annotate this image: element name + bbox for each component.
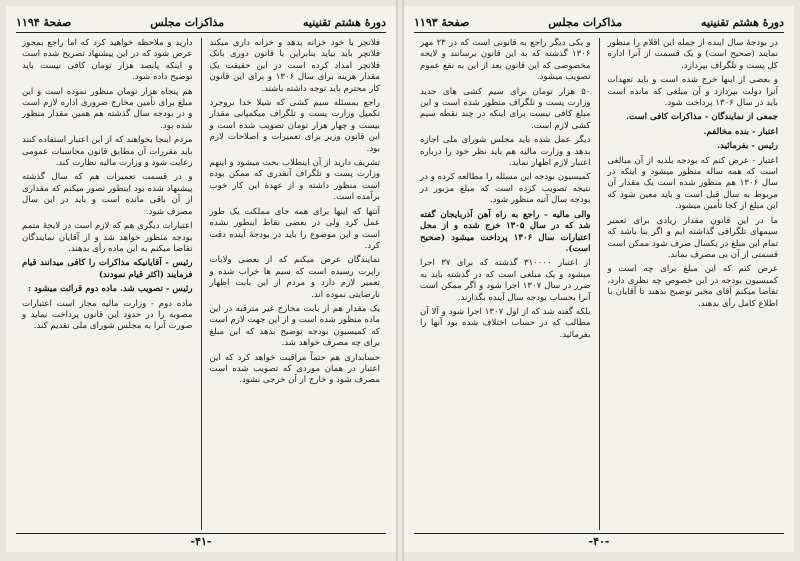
right-header-title: مذاکرات مجلس xyxy=(548,15,623,29)
right-header-volume: دورهٔ هشتم تقنینیه xyxy=(701,15,784,29)
right-page-col-left-paragraph: والی مالیه - راجع به راه آهن آذربایجان گفته شد که در سال ۱۳۰۵ خرج شده و از محل اعتبارات سال ۱۳۰۶ پرداخت میشود (صحیح است). xyxy=(420,209,591,254)
left-page-footer xyxy=(16,533,386,548)
left-page-col-right-paragraph: فلاتچر یا خود خزانه بدهد و خزانه داری میکند فلاتچر باید بیاید بنابراین با قانون دوری بانک فلاتچر امداد کرده است در این حقیقت یک مقدار هزینه برای سال ۱۳۰۶ و برای این قانون کار محترم باید توجه داشته باشند. xyxy=(209,38,380,94)
right-page-column-left xyxy=(414,38,597,530)
left-header-volume: دورهٔ هشتم تقنینیه xyxy=(303,15,386,29)
left-page-col-right-paragraph: راجع بمسئله سیم کشی که شیلا خدا بروجرد تکمیل وزارت پست و تلگراف میکمپانی مقدار بیست و چهار هزار تومان تصویب شده است و این قانون وزیر برای تعمیرات و اصلاحات لازم بود. xyxy=(209,98,380,154)
column-divider xyxy=(201,38,202,530)
right-page-col-left-paragraph: از اعتبار ۳۱۰۰۰۰ گذشته که برای ۳۷ اجرا میشود و یک مبلغی است که در گذشته باید به ضرر در سال ۱۳۰۷ اجرا شود و اگر ممکن است آنرا بحساب بودجه سال آینده بگذارند. xyxy=(420,258,591,303)
right-page-header xyxy=(414,12,784,33)
left-page xyxy=(6,6,396,552)
right-page-col-right-paragraph: ما در این قانون مقدار زیادی برای تعمیر سیمهای تلگرافی گذاشته ایم و اگر بنا باشد که تمام این مبلغ در یکسال صرف شود ممکن است قسمتی از آن بی مصرف بماند. xyxy=(607,215,778,260)
right-page-col-left-paragraph: و یکی دیگر راجع به قانونی است که در ۲۳ مهر ۱۳۰۶ گذشته که به این قانون برسانند و لایحه مخصوصی که این قانون بعد از این به نفع عموم تصویب میشود. xyxy=(420,38,591,83)
right-page-col-left-paragraph: کمیسیون بودجه این مسئله را مطالعه کرده و در نتیجه تصویب کرده است که مبلغ مزبور در بودجه سال آتیه منظور شود. xyxy=(420,172,591,206)
left-page-col-left-paragraph: ماده دوم - وزارت مالیه مجاز است اعتبارات مصوبه را در حدود این قانون پرداخت نماید و صورت آنرا به مجلس شورای ملی تقدیم کند. xyxy=(22,298,193,332)
right-page-col-right-paragraph: اعتبار - عرض کنم که بودجه بلدیه از آن مبالغی است که همه ساله منظور میشود و اینکه در سال ۱۳۰۶ هم منظور شده است یک مقدار آن مربوط به سال قبل است و باید معین شود که این مبلغ از کجا تأمین میشود. xyxy=(607,155,778,212)
right-page-col-right-paragraph: رئیس - بفرمائید. xyxy=(717,141,778,152)
right-page-col-right-paragraph: عرض کنم که این مبلغ برای چه است و کمیسیون بودجه در این خصوص چه نظری دارد، تقاضا میکنم آقای مخبر توضیح بدهند تا آقایان با اطلاع کامل رأی بدهند. xyxy=(607,264,778,309)
right-page-col-left-paragraph: بلکه گفته شد که از اول ۱۳۰۷ اجرا شود و آلا آن مطالب که در حساب اختلاف شده بود آنها را بفرمائید. xyxy=(420,306,591,340)
left-page-column-right xyxy=(204,38,387,530)
left-page-col-right-paragraph: نمایندگان عرض میکنم که از بعضی ولایات راپرت رسیده است که سیم ها خراب شده و تعمیر لازم دارد و مردم از این بابت اظهار نارضایتی نموده اند. xyxy=(209,255,380,300)
left-page-column-left xyxy=(16,38,199,530)
right-page-col-right-paragraph: و بعضی از اینها خرج شده است و باید تعهدات آنرا دولت بپردازد و آن مبلغی که مانده است باید در سال ۱۳۰۶ پرداخت شود. xyxy=(607,75,778,109)
left-header-page: صفحهٔ ۱۱۹۴ xyxy=(16,15,72,29)
right-page-number: -۴۰- xyxy=(588,535,610,548)
left-page-header xyxy=(16,12,386,33)
right-page-col-right-paragraph: در بودجهٔ سال آینده از جمله این اقلام را منظور نمایند (صحیح است) و یک قسمت از آنرا اداره کل پست و تلگراف بپردازد. xyxy=(607,38,778,71)
left-page-col-left-paragraph: هم پنجاه هزار تومان منظور نموده است و این مبلغ برای تأمین مخارج ضروری اداره لازم است و در بودجه سال گذشته هم همین مقدار منظور شده بود. xyxy=(22,86,193,131)
right-page-col-right-paragraph: اعتبار - بنده مخالفم. xyxy=(703,126,778,137)
left-page-col-left-paragraph: رئیس - تصویب شد. ماده دوم قرائت میشود : xyxy=(27,284,193,295)
right-page-column-right xyxy=(602,38,785,530)
right-page-footer xyxy=(414,533,784,548)
left-page-col-right-paragraph: تشریف دارید از آن اینطلاب بحث میشود و اینهم وزارت پست و تلگراف آنقدری که ممکن بوده است منظور داشته و از عهدهٔ این کار خوب برآمده است. xyxy=(209,158,380,203)
column-divider xyxy=(599,38,600,530)
left-page-col-right-paragraph: یک مقدار هم از بابت مخارج غیر مترقبه در این ماده منظور شده است و از این جهت لازم است که کمیسیون بودجه توضیح بدهد که این مبلغ برای چه مصرف خواهد شد. xyxy=(209,303,380,349)
book-gutter xyxy=(396,0,404,561)
left-page-col-left-paragraph: دارید و ملاحظه خواهید کرد که اما راجع بمجوز عرض شود که در این پیشنهاد تصریح شده است و اینکه پانصد هزار تومان کافی نیست باید توضیح داده شود. xyxy=(22,38,193,83)
left-page-columns xyxy=(16,38,386,530)
right-page xyxy=(404,6,794,552)
left-page-number: -۴۱- xyxy=(190,535,212,548)
left-page-col-left-paragraph: رئیس - آقایانیکه مذاکرات را کافی میدانند قیام فرمایند (اکثر قیام نمودند) xyxy=(22,258,193,280)
right-header-page: صفحهٔ ۱۱۹۳ xyxy=(414,15,470,29)
right-page-col-left-paragraph: دیگر عمل شده باید مجلس شورای ملی اجازه بدهد و وزارت مالیه هم باید نظر خود را درباره اعتبار لازم اظهار نماید. xyxy=(420,135,591,169)
left-header-title: مذاکرات مجلس xyxy=(150,15,225,29)
left-page-col-right-paragraph: آتنها که اینها برای همه جای مملکت یک طور عمل کرد ولی در بعضی نقاط اینطور نشده است و این موضوع را باید در بودجهٔ آینده دقت کرد. xyxy=(209,206,380,251)
left-page-col-left-paragraph: مردم اینجا بخواهند که از این اعتبار استفاده کنند باید مقررات آن مطابق قانون محاسبات عمومی رعایت شود و وزارت مالیه نظارت کند. xyxy=(22,135,193,169)
left-page-col-right-paragraph: حسابداری هم حتماً مراقبت خواهد کرد که این اعتبار در همان موردی که تصویب شده است مصرف شود و خارج از آن خرجی نشود. xyxy=(209,352,380,386)
right-page-columns xyxy=(414,38,784,530)
right-page-col-left-paragraph: ۵۰ هزار تومان برای سیم کشی های جدید وزارت پست و تلگراف منظور شده است و این مبلغ کافی نیست برای اینکه در چند نقطه سیم کشی لازم است. xyxy=(420,86,591,131)
left-page-col-left-paragraph: و در قسمت تعمیرات هم که سال گذشته پیشنهاد شده بود اینطور تصور میکنم که مقداری از آن باقی مانده است و باید در این سال مصرف شود. xyxy=(22,172,193,217)
right-page-col-right-paragraph: جمعی از نمایندگان - مذاکرات کافی است. xyxy=(626,112,778,123)
left-page-col-left-paragraph: اعتبارات دیگری هم که لازم است در لایحهٔ متمم بودجه منظور خواهد شد و از آقایان نمایندگان تقاضا میکنم به این ماده رأی بدهند. xyxy=(22,221,193,254)
